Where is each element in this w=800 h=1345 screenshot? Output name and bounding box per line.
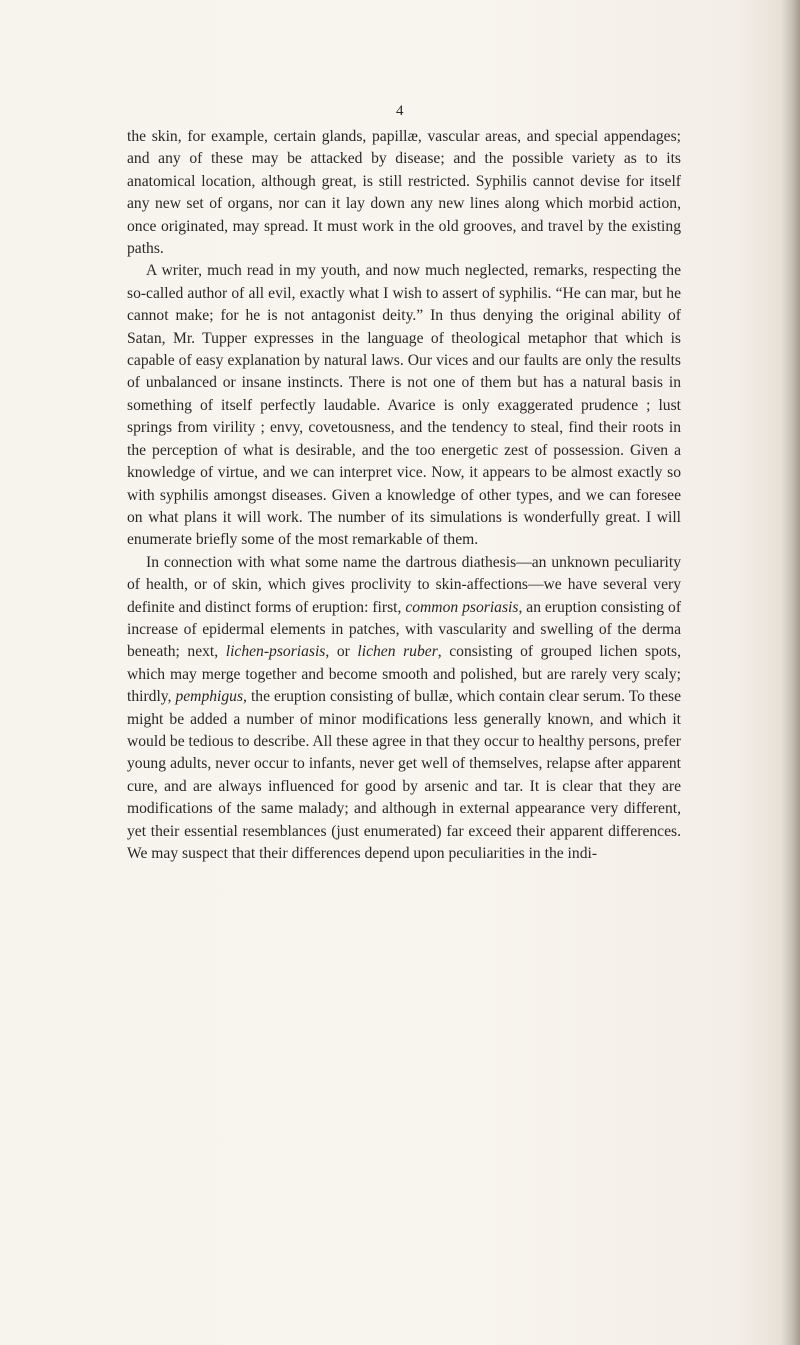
paragraph-3-text-2: , an eruption consisting of increase of epidermal elements in patches, with vascularity and swelling of the derma beneath; next, bbox=[127, 598, 682, 661]
paragraph-3-text-1: In connection with what some name the dartrous diathesis—an unknown peculiarity of health, or of skin, which gives proclivity to skin-affections—we have several very definite and distinct forms of eruption: first, bbox=[127, 553, 681, 616]
term-pemphigus: pemphigus bbox=[175, 688, 244, 706]
paragraph-1-text: the skin, for example, certain glands, papillæ, vascular areas, and special appendages; and any of these may be attacked by disease; and the possible variety as to its anatomical location, although great, is still restricted. Syphilis cannot devise for itself any new set of organs, nor can it lay down any new lines along which morbid action, once originated, may spread. It must work in the old grooves, and travel by the existing paths. bbox=[127, 128, 681, 258]
paragraph-1 bbox=[127, 126, 681, 260]
body-text bbox=[127, 126, 681, 865]
term-lichen-psoriasis: lichen-psoriasis bbox=[225, 643, 326, 661]
paragraph-3-text-5: , the eruption consisting of bullæ, which contain clear serum. To these might be added a number of minor modifications less generally known, and which it would be tedious to describe. All these agree in that they occur to healthy persons, prefer young adults, never occur to infants, never get well of themselves, relapse after apparent cure, and are always influenced for good by arsenic and tar. It is clear that they are modifications of the same malady; and although in external appearance very different, yet their essential resemblances (just enumerated) far exceed their apparent differences. We may suspect that their differences depend upon peculiarities in the indi- bbox=[127, 688, 681, 862]
term-lichen-ruber: lichen ruber bbox=[357, 643, 438, 661]
paragraph-2-text: A writer, much read in my youth, and now much neglected, remarks, respecting the so-called author of all evil, exactly what I wish to assert of syphilis. “He can mar, but he cannot make; for he is not antagonist deity.” In thus denying the original ability of Satan, Mr. Tupper expresses in the language of theological metaphor that which is capable of easy explanation by natural laws. Our vices and our faults are only the results of unbalanced or insane instincts. There is not one of them but has a natural basis in something of itself perfectly laudable. Avarice is only exaggerated prudence ; lust springs from virility ; envy, covetousness, and the tendency to steal, find their roots in the perception of what is desirable, and the too energetic zest of possession. Given a knowledge of virtue, and we can interpret vice. Now, it appears to be almost exactly so with syphilis amongst diseases. Given a knowledge of other types, and we can foresee on what plans it will work. The number of its simulations is wonderfully great. I will enumerate briefly some of the most remarkable of them. bbox=[127, 262, 681, 549]
term-common-psoriasis: common psoriasis bbox=[405, 598, 519, 616]
paragraph-3 bbox=[127, 552, 681, 866]
page-number: 4 bbox=[396, 103, 404, 119]
paragraph-3-text-4: , consisting of grouped lichen spots, which may merge together and become smooth and polished, but are rarely very scaly; thirdly, bbox=[127, 643, 681, 706]
paragraph-2 bbox=[127, 260, 681, 551]
paragraph-3-text-3: , or bbox=[325, 643, 358, 661]
page-edge-shadow bbox=[782, 0, 800, 1345]
